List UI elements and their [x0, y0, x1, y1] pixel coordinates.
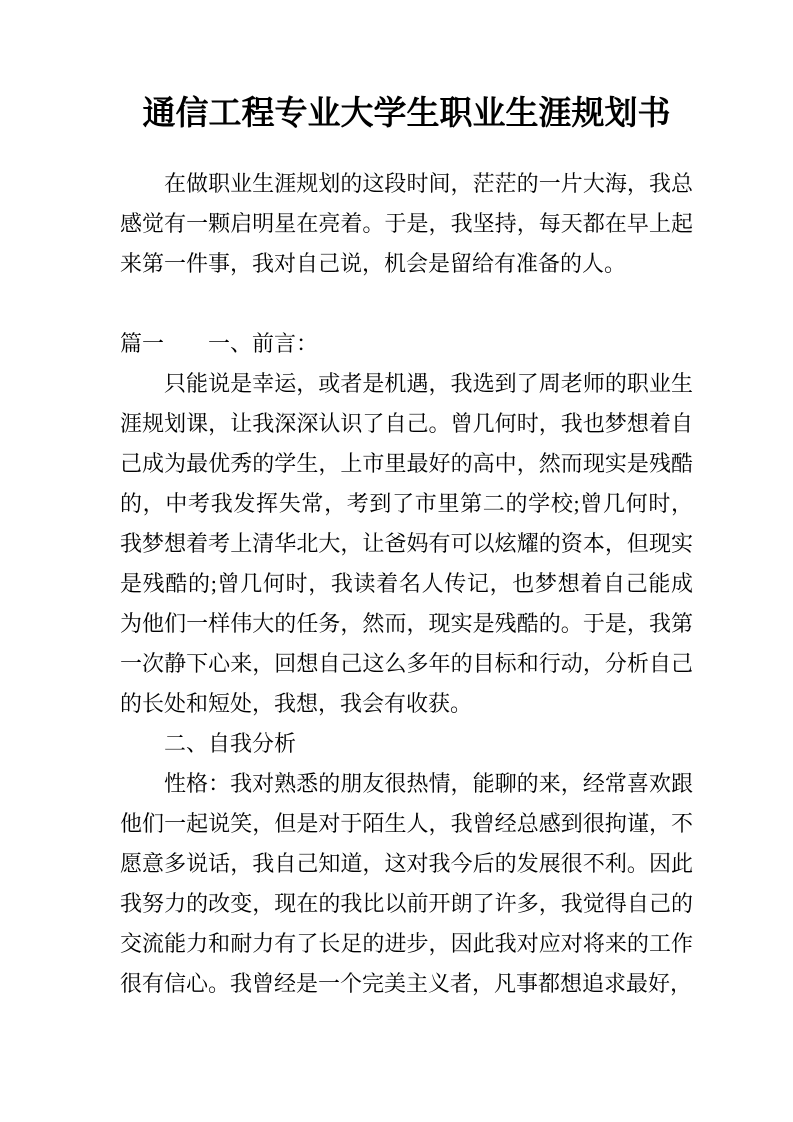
section-label-part-one: 篇一 一、前言： — [120, 331, 319, 356]
paragraph-personality: 性格：我对熟悉的朋友很热情，能聊的来，经常喜欢跟他们一起说笑，但是对于陌生人，我曾经总感到很拘谨，不愿意多说话，我自己知道，这对我今后的发展很不利。因此我努力的改变，现在的我比以前开朗了许多，我觉得自己的交流能力和耐力有了长足的进步，因此我对应对将来的工作很有信心。我曾经是一个完美主义者，凡事都想追求最好， — [120, 771, 693, 996]
heading-self-analysis: 二、自我分析 — [164, 731, 297, 756]
blank-line — [120, 284, 693, 324]
paragraph-intro: 在做职业生涯规划的这段时间，茫茫的一片大海，我总感觉有一颗启明星在亮着。于是，我坚持，每天都在早上起来第一件事，我对自己说，机会是留给有准备的人。 — [120, 171, 693, 276]
paragraph-preface: 只能说是幸运，或者是机遇，我选到了周老师的职业生涯规划课，让我深深认识了自己。曾几何时，我也梦想着自己成为最优秀的学生，上市里最好的高中，然而现实是残酷的，中考我发挥失常，考到了市里第二的学校;曾几何时，我梦想着考上清华北大，让爸妈有可以炫耀的资本，但现实是残酷的;曾几何时，我读着名人传记，也梦想着自己能成为他们一样伟大的任务，然而，现实是残酷的。于是，我第一次静下心来，回想自己这么多年的目标和行动，分析自己的长处和短处，我想，我会有收获。 — [120, 371, 693, 716]
page-title: 通信工程专业大学生职业生涯规划书 — [142, 96, 671, 132]
